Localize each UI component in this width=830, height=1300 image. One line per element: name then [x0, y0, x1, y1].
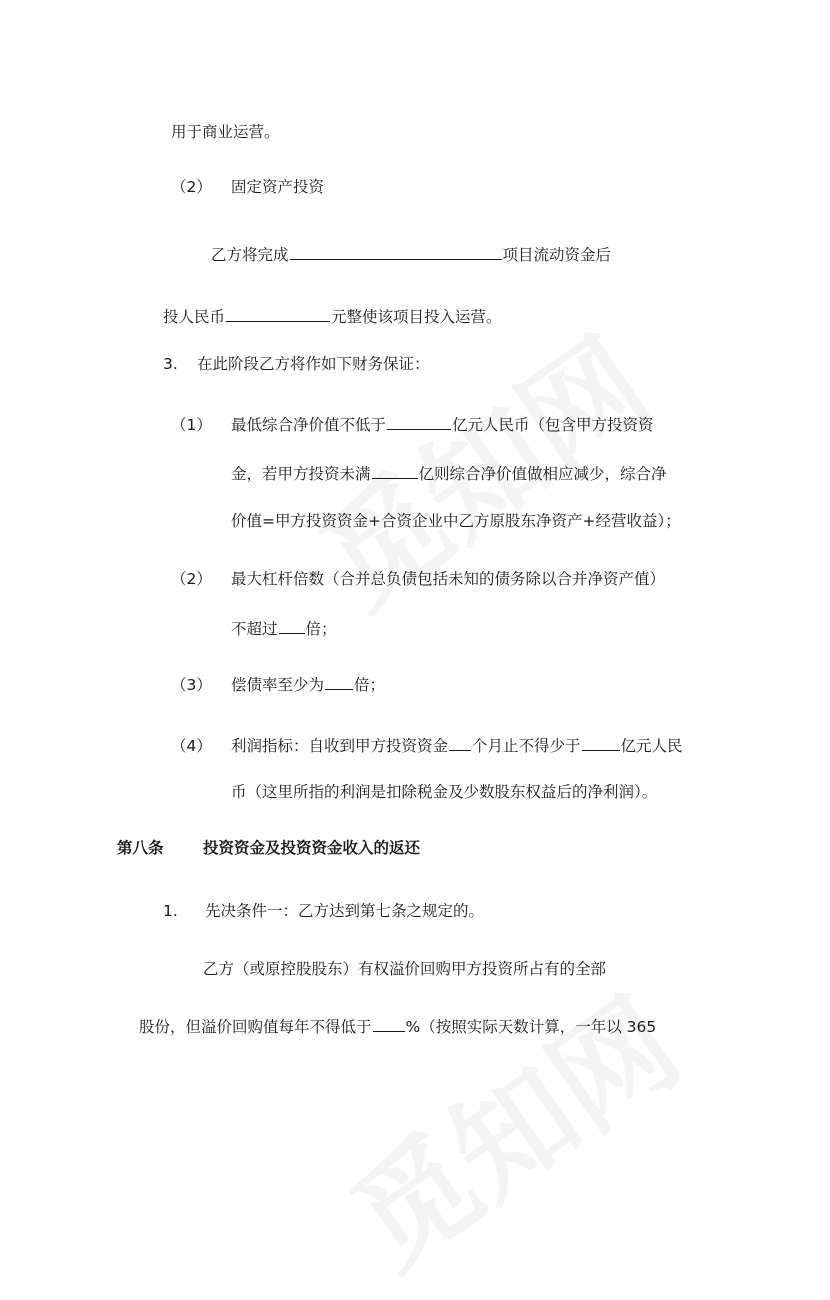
list-item [171, 176, 324, 198]
paragraph-line: 用于商业运营。 [171, 123, 280, 141]
fill-blank [226, 305, 330, 322]
text-segment: 个月止不得少于 [472, 737, 581, 755]
text-segment: 不超过 [231, 620, 278, 638]
text-segment: 亿则综合净价值做相应减少，综合净 [418, 465, 667, 483]
fill-blank [387, 413, 451, 430]
text-segment: 倍； [305, 620, 337, 638]
text-segment: 最低综合净价值不低于 [231, 416, 387, 434]
paragraph-line [211, 243, 611, 266]
text-segment: 倍； [354, 676, 386, 694]
text-segment: 偿债率至少为 [231, 676, 325, 694]
list-number: （1） [171, 416, 212, 434]
text-segment: 亿元人民 [620, 737, 683, 755]
list-number: 3. [163, 355, 178, 373]
list-text: 先决条件一：乙方达到第七条之规定的。 [205, 902, 485, 920]
text-segment: 股份，但溢价回购值每年不得低于 [139, 1018, 372, 1036]
list-item [163, 900, 484, 922]
list-number: （3） [171, 676, 212, 694]
list-number: （2） [171, 178, 212, 196]
text-segment: 金，若甲方投资未满 [231, 465, 371, 483]
text-segment: 元整使该项目投入运营。 [331, 308, 502, 326]
section-heading [117, 837, 420, 859]
list-item [171, 568, 665, 590]
paragraph-line [231, 462, 667, 485]
list-number: （4） [171, 737, 212, 755]
fill-blank [325, 673, 353, 690]
paragraph-line [139, 1015, 656, 1038]
list-item [171, 673, 385, 696]
text-segment: 项目流动资金后 [502, 246, 612, 264]
fill-blank [449, 734, 471, 751]
section-number: 第八条 [117, 838, 164, 857]
fill-blank [372, 462, 418, 479]
list-item [163, 353, 430, 375]
paragraph-line: 乙方（或原控股股东）有权溢价回购甲方投资所占有的全部 [203, 960, 607, 978]
paragraph-line [163, 305, 502, 328]
list-item [171, 734, 683, 757]
text-segment: 亿元人民币（包含甲方投资资 [452, 416, 654, 434]
list-number: 1. [163, 902, 178, 920]
paragraph-line: 币（这里所指的利润是扣除税金及少数股东权益后的净利润）。 [231, 783, 658, 801]
watermark [313, 952, 707, 1299]
fill-blank [373, 1015, 405, 1032]
list-number: （2） [171, 570, 212, 588]
list-item [171, 413, 654, 436]
fill-blank [279, 617, 305, 634]
text-segment: 乙方将完成 [211, 246, 289, 264]
list-text: 固定资产投资 [231, 178, 325, 196]
text-segment: %（按照实际天数计算，一年以 365 [405, 1018, 657, 1036]
fill-blank [582, 734, 620, 751]
text-segment: 投人民币 [163, 308, 226, 326]
paragraph-line [231, 617, 337, 640]
text-segment: 利润指标：自收到甲方投资资金 [231, 737, 449, 755]
list-text: 最大杠杆倍数（合并总负债包括未知的债务除以合并净资产值） [231, 570, 666, 588]
fill-blank [290, 243, 502, 260]
paragraph-line: 价值=甲方投资资金+合资企业中乙方原股东净资产+经营收益）； [231, 512, 681, 530]
list-text: 在此阶段乙方将作如下财务保证： [197, 355, 430, 373]
section-title: 投资资金及投资资金收入的返还 [203, 838, 421, 857]
